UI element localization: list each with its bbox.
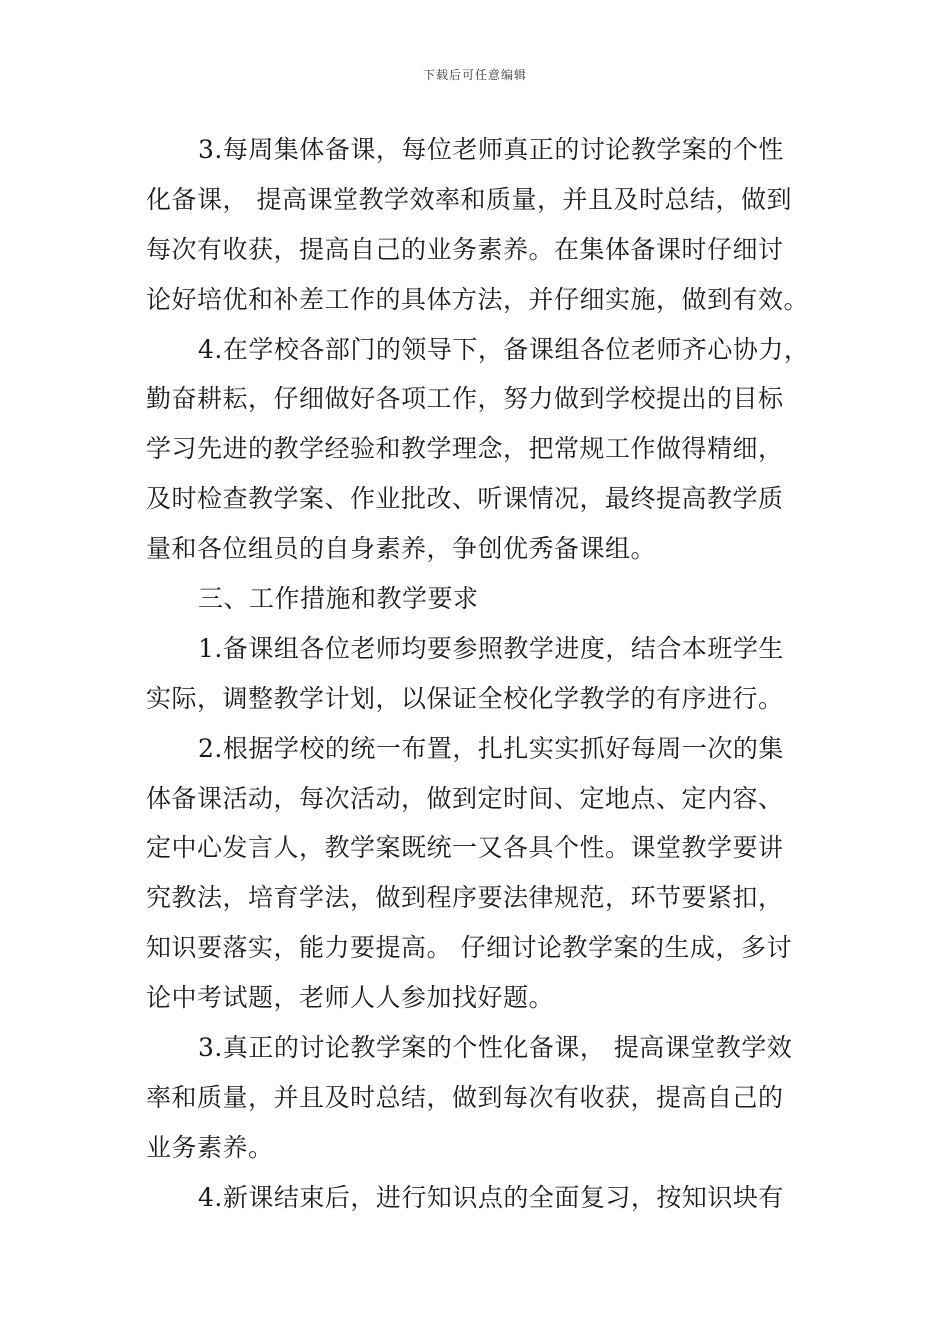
text-line: 量和各位组员的自身素养，争创优秀备课组。 xyxy=(146,534,657,564)
text-line: 率和质量，并且及时总结，做到每次有收获，提高自己的 xyxy=(146,1082,784,1112)
text-line: 究教法，培育学法，做到程序要法律规范，环节要紧扣， xyxy=(146,883,784,913)
text-line: 学习先进的教学经验和教学理念，把常规工作做得精细， xyxy=(146,434,784,464)
text-line: 4.在学校各部门的领导下，备课组各位老师齐心协力， xyxy=(198,334,810,364)
text-line: 3.真正的讨论教学案的个性化备课， 提高课堂教学效 xyxy=(198,1033,793,1063)
text-line: 化备课， 提高课堂教学效率和质量，并且及时总结，做到 xyxy=(146,184,792,214)
text-line: 知识要落实，能力要提高。 仔细讨论教学案的生成，多讨 xyxy=(146,933,792,963)
text-line: 体备课活动，每次活动，做到定时间、定地点、定内容、 xyxy=(146,783,784,813)
text-line: 2.根据学校的统一布置，扎扎实实抓好每周一次的集 xyxy=(198,733,784,763)
text-line: 4.新课结束后，进行知识点的全面复习，按知识块有 xyxy=(198,1182,784,1212)
text-line: 三、工作措施和教学要求 xyxy=(198,584,479,614)
text-line: 论好培优和补差工作的具体方法，并仔细实施，做到有效。 xyxy=(146,284,810,314)
text-line: 每次有收获，提高自己的业务素养。在集体备课时仔细讨 xyxy=(146,234,784,264)
text-line: 1.备课组各位老师均要参照教学进度，结合本班学生 xyxy=(198,633,784,663)
document-body xyxy=(146,130,818,1228)
text-line: 勤奋耕耘，仔细做好各项工作，努力做到学校提出的目标 xyxy=(146,384,784,414)
text-line: 业务素养。 xyxy=(146,1132,274,1162)
text-line: 论中考试题，老师人人参加找好题。 xyxy=(146,983,555,1013)
text-line: 实际，调整教学计划，以保证全校化学教学的有序进行。 xyxy=(146,683,784,713)
page-header: 下载后可任意编辑 xyxy=(422,68,527,82)
text-line: 及时检查教学案、作业批改、听课情况，最终提高教学质 xyxy=(146,484,784,514)
text-line: 3.每周集体备课，每位老师真正的讨论教学案的个性 xyxy=(198,135,784,164)
text-line: 定中心发言人，教学案既统一又各具个性。课堂教学要讲 xyxy=(146,833,784,863)
